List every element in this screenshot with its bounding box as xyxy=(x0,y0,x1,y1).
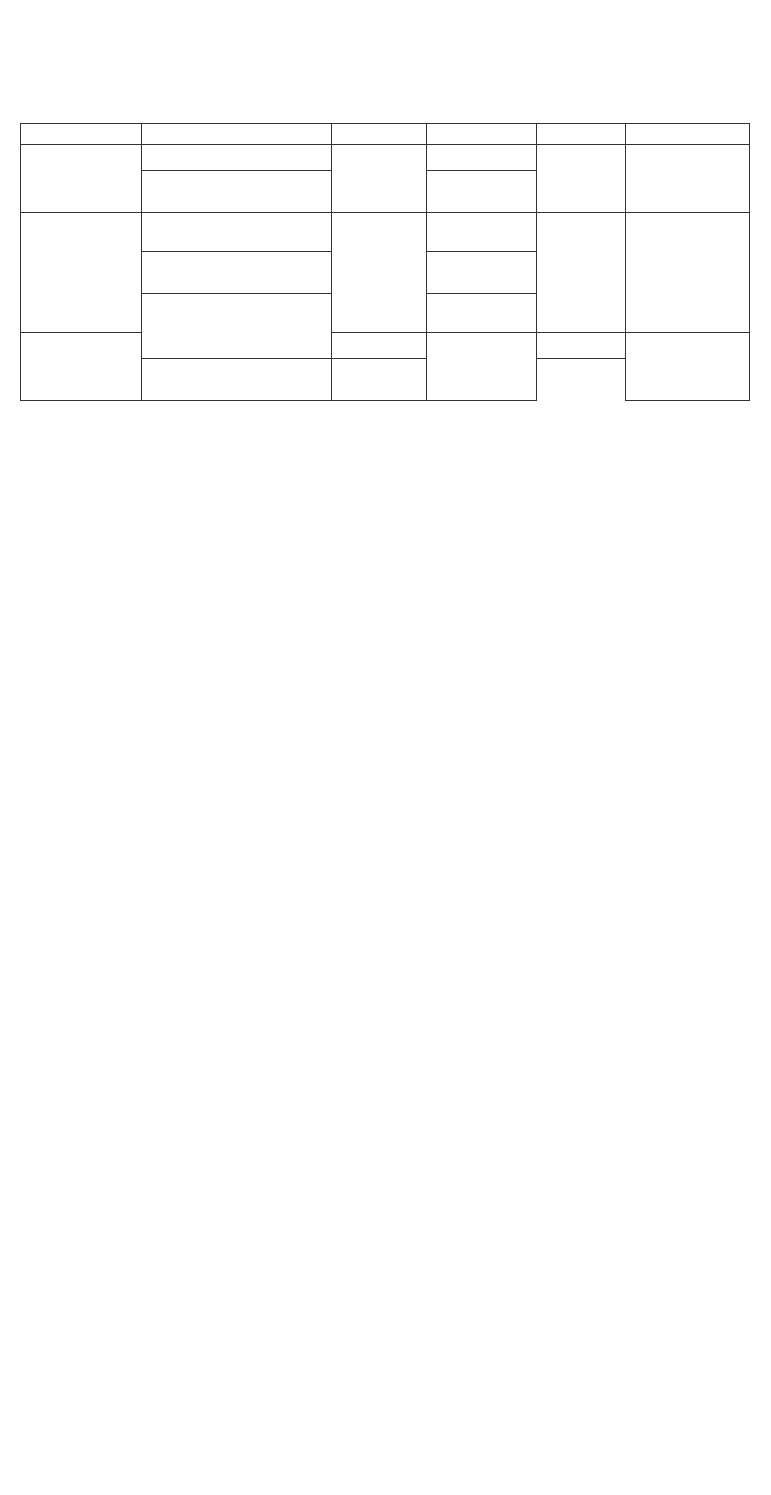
cell-alarm xyxy=(626,145,750,213)
cell-error xyxy=(427,171,537,213)
cell-no xyxy=(21,145,142,213)
table-row xyxy=(21,145,750,171)
header-no xyxy=(21,124,142,145)
cell-range xyxy=(332,213,427,333)
header-model xyxy=(142,124,332,145)
cell-error xyxy=(537,333,626,359)
table-row xyxy=(21,213,750,252)
header-alarm xyxy=(626,124,750,145)
cell-error xyxy=(427,294,537,333)
gas-selection-table xyxy=(20,123,750,401)
cell-error xyxy=(427,145,537,171)
cell-model-name xyxy=(142,294,332,359)
cell-model-name xyxy=(142,171,332,213)
cell-range xyxy=(332,145,427,213)
header-error xyxy=(427,124,537,145)
cell-alarm xyxy=(626,213,750,333)
cell-error xyxy=(427,252,537,294)
cell-response xyxy=(537,145,626,213)
cell-model-name xyxy=(142,252,332,294)
cell-no xyxy=(21,333,142,401)
cell-model xyxy=(332,333,427,359)
cell-model xyxy=(142,213,332,252)
table-body xyxy=(21,145,750,401)
cell-error xyxy=(332,359,427,401)
table-row xyxy=(21,333,750,359)
cell-response xyxy=(626,333,750,401)
cell-range xyxy=(427,333,537,401)
header-range xyxy=(332,124,427,145)
cell-error xyxy=(427,213,537,252)
cell-model-name xyxy=(142,359,332,401)
header-row xyxy=(21,124,750,145)
cell-no xyxy=(21,213,142,333)
cell-response xyxy=(537,213,626,333)
header-response xyxy=(537,124,626,145)
cell-model xyxy=(142,145,332,171)
